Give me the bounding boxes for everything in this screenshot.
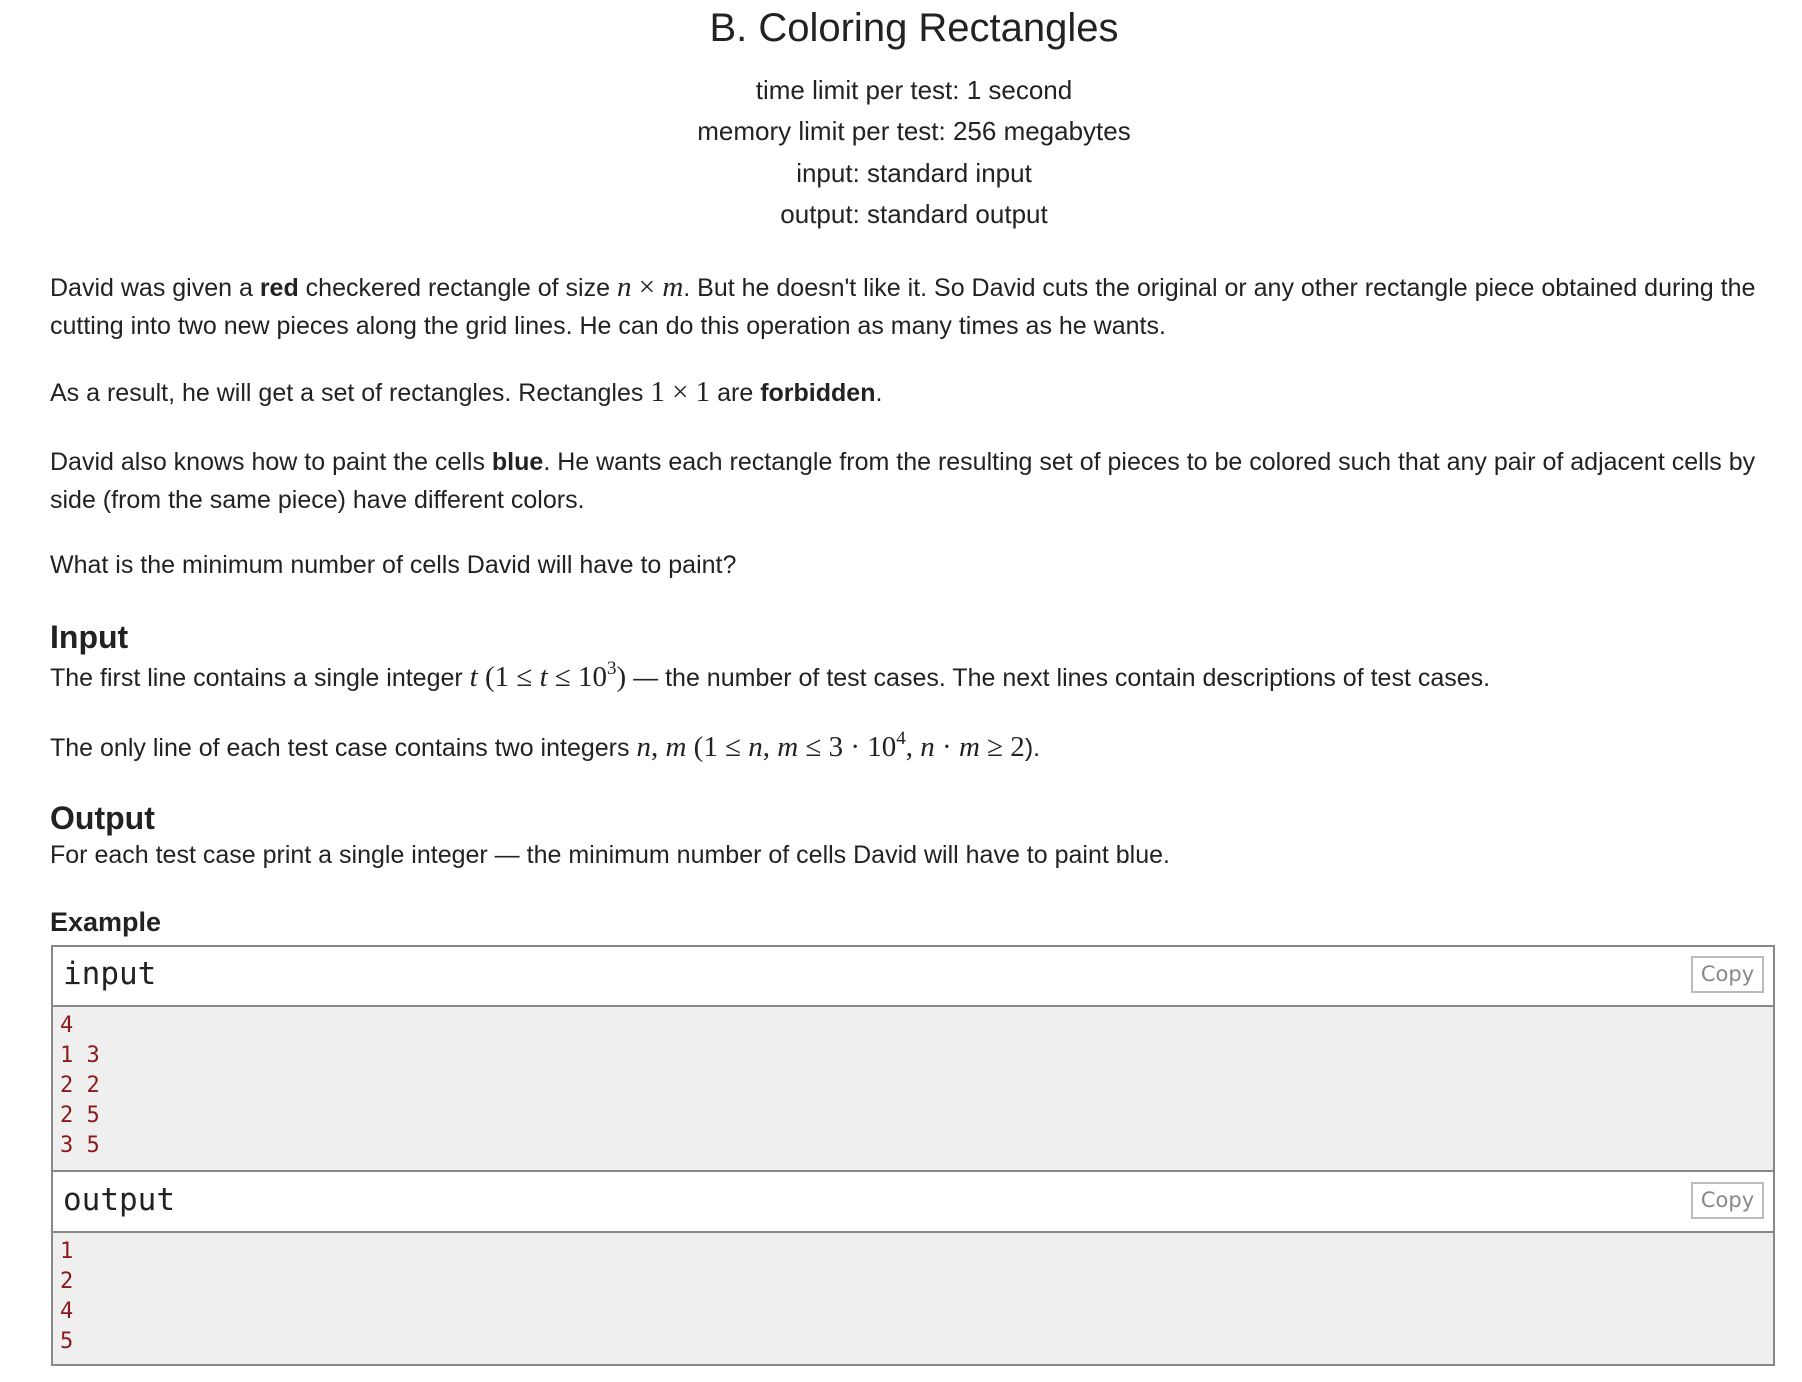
input-data-line: 2 2 — [60, 1073, 100, 1098]
math: ) — [616, 661, 627, 693]
output-data-line: 2 — [60, 1269, 74, 1294]
statement-paragraph-2 — [50, 373, 1785, 412]
text: The only line of each test case contains two integers — [50, 734, 637, 762]
math-1x1: 1 × 1 — [650, 376, 711, 408]
statement-paragraph-1 — [50, 268, 1785, 345]
example-input-header — [53, 947, 1773, 1007]
output-data-line: 1 — [60, 1239, 74, 1264]
math: · — [934, 731, 959, 763]
text: The first line contains a single integer — [50, 664, 470, 692]
copy-input-button[interactable]: Copy — [1691, 956, 1764, 993]
math: (1 ≤ — [477, 661, 540, 693]
statement-paragraph-3 — [50, 443, 1785, 519]
output-data-line: 4 — [60, 1299, 74, 1324]
input-data-line: 3 5 — [60, 1133, 100, 1158]
memory-limit: memory limit per test: 256 megabytes — [697, 116, 1131, 146]
math-var: m — [958, 731, 980, 763]
math: , — [650, 731, 666, 763]
input-line-1 — [50, 658, 1785, 700]
example-input-label: input — [63, 956, 157, 992]
math-superscript: 3 — [607, 658, 617, 679]
example-output-label: output — [63, 1182, 175, 1218]
math-var: m — [777, 731, 799, 763]
math: , — [762, 731, 778, 763]
text: . He wants each rectangle from the resulting set of pieces to be colored such that any pair of adjacent cells by side (from the same piece) have different colors. — [50, 448, 1756, 514]
text: David also knows how to paint the cells — [50, 448, 492, 476]
example-output-header — [53, 1172, 1773, 1233]
math: ≤ 10 — [547, 661, 608, 693]
input-data-line: 2 5 — [60, 1103, 100, 1128]
math-m: m — [662, 271, 684, 303]
math: (1 ≤ — [686, 731, 749, 763]
output-file: output: standard output — [780, 199, 1048, 229]
input-heading: Input — [50, 619, 129, 655]
text: checkered rectangle of size — [298, 274, 617, 302]
example-output-data — [53, 1233, 1773, 1364]
example-output-box — [51, 1170, 1775, 1366]
math-var: n — [920, 731, 935, 763]
input-data-line: 4 — [60, 1013, 74, 1038]
math-superscript: 4 — [896, 728, 906, 749]
problem-title: B. Coloring Rectangles — [709, 6, 1119, 50]
text: — the number of test cases. The next lines contain descriptions of test cases. — [626, 664, 1491, 692]
example-heading: Example — [50, 907, 162, 937]
math-var: t — [469, 661, 478, 693]
input-file: input: standard input — [796, 158, 1032, 188]
text: are — [710, 379, 761, 407]
text: ). — [1024, 734, 1041, 762]
output-text: For each test case print a single integer — the minimum number of cells David will have to paint blue. — [50, 841, 1170, 869]
bold-blue: blue — [491, 448, 544, 476]
math-var: t — [539, 661, 548, 693]
text: . But he doesn't like it. So David cuts the original or any other rectangle piece obtained during the cutting into two new pieces along the grid lines. He can do this operation as many times as he wants. — [50, 274, 1756, 340]
example-input-box — [51, 945, 1775, 1172]
text: . — [875, 379, 883, 407]
math: , — [905, 731, 921, 763]
input-line-2 — [50, 728, 1785, 770]
math: ≤ 3 · 10 — [798, 731, 897, 763]
math-times: × — [631, 271, 663, 303]
copy-output-button[interactable]: Copy — [1691, 1182, 1764, 1219]
output-heading: Output — [50, 800, 155, 836]
bold-red: red — [259, 274, 299, 302]
math-var: n — [636, 731, 651, 763]
text: As a result, he will get a set of rectangles. Rectangles — [50, 379, 651, 407]
text: David was given a — [50, 274, 260, 302]
math-var: n — [748, 731, 763, 763]
example-input-data — [53, 1007, 1773, 1170]
output-data-line: 5 — [60, 1329, 74, 1354]
math: ≥ 2 — [979, 731, 1025, 763]
math-n: n — [616, 271, 632, 303]
time-limit: time limit per test: 1 second — [755, 75, 1073, 105]
math-var: m — [665, 731, 687, 763]
bold-forbidden: forbidden — [760, 379, 876, 407]
input-data-line: 1 3 — [60, 1043, 100, 1068]
statement-paragraph-4: What is the minimum number of cells David will have to paint? — [50, 551, 737, 579]
